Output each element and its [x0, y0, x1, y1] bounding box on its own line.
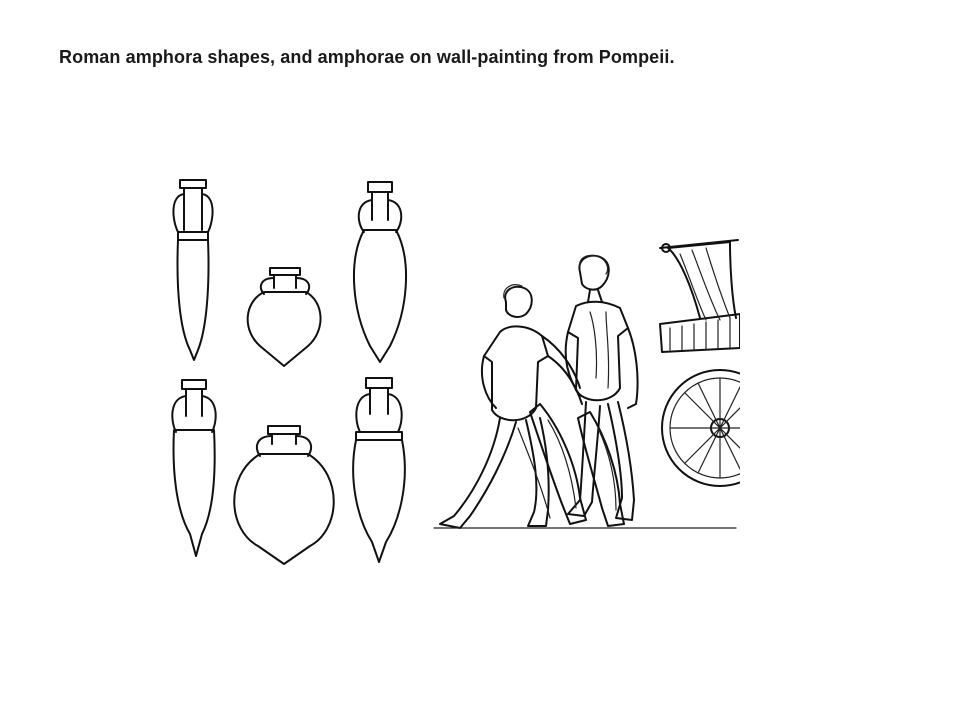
amphora-shapes-figure: [160, 170, 430, 570]
cart-wheel: [662, 370, 740, 486]
pompeii-wall-painting-figure: [430, 228, 740, 540]
amphora-cylindrical: [172, 380, 215, 556]
amphora-tall-elegant: [354, 182, 406, 362]
slide-caption: Roman amphora shapes, and amphorae on wall-painting from Pompeii.: [59, 47, 675, 67]
amphora-globular: [234, 426, 334, 564]
cart-body: [660, 240, 740, 352]
amphora-squat-round: [248, 268, 321, 366]
amphora-shouldered: [353, 378, 405, 562]
amphora-tall-slender: [173, 180, 212, 360]
figure-boy: [440, 285, 582, 528]
